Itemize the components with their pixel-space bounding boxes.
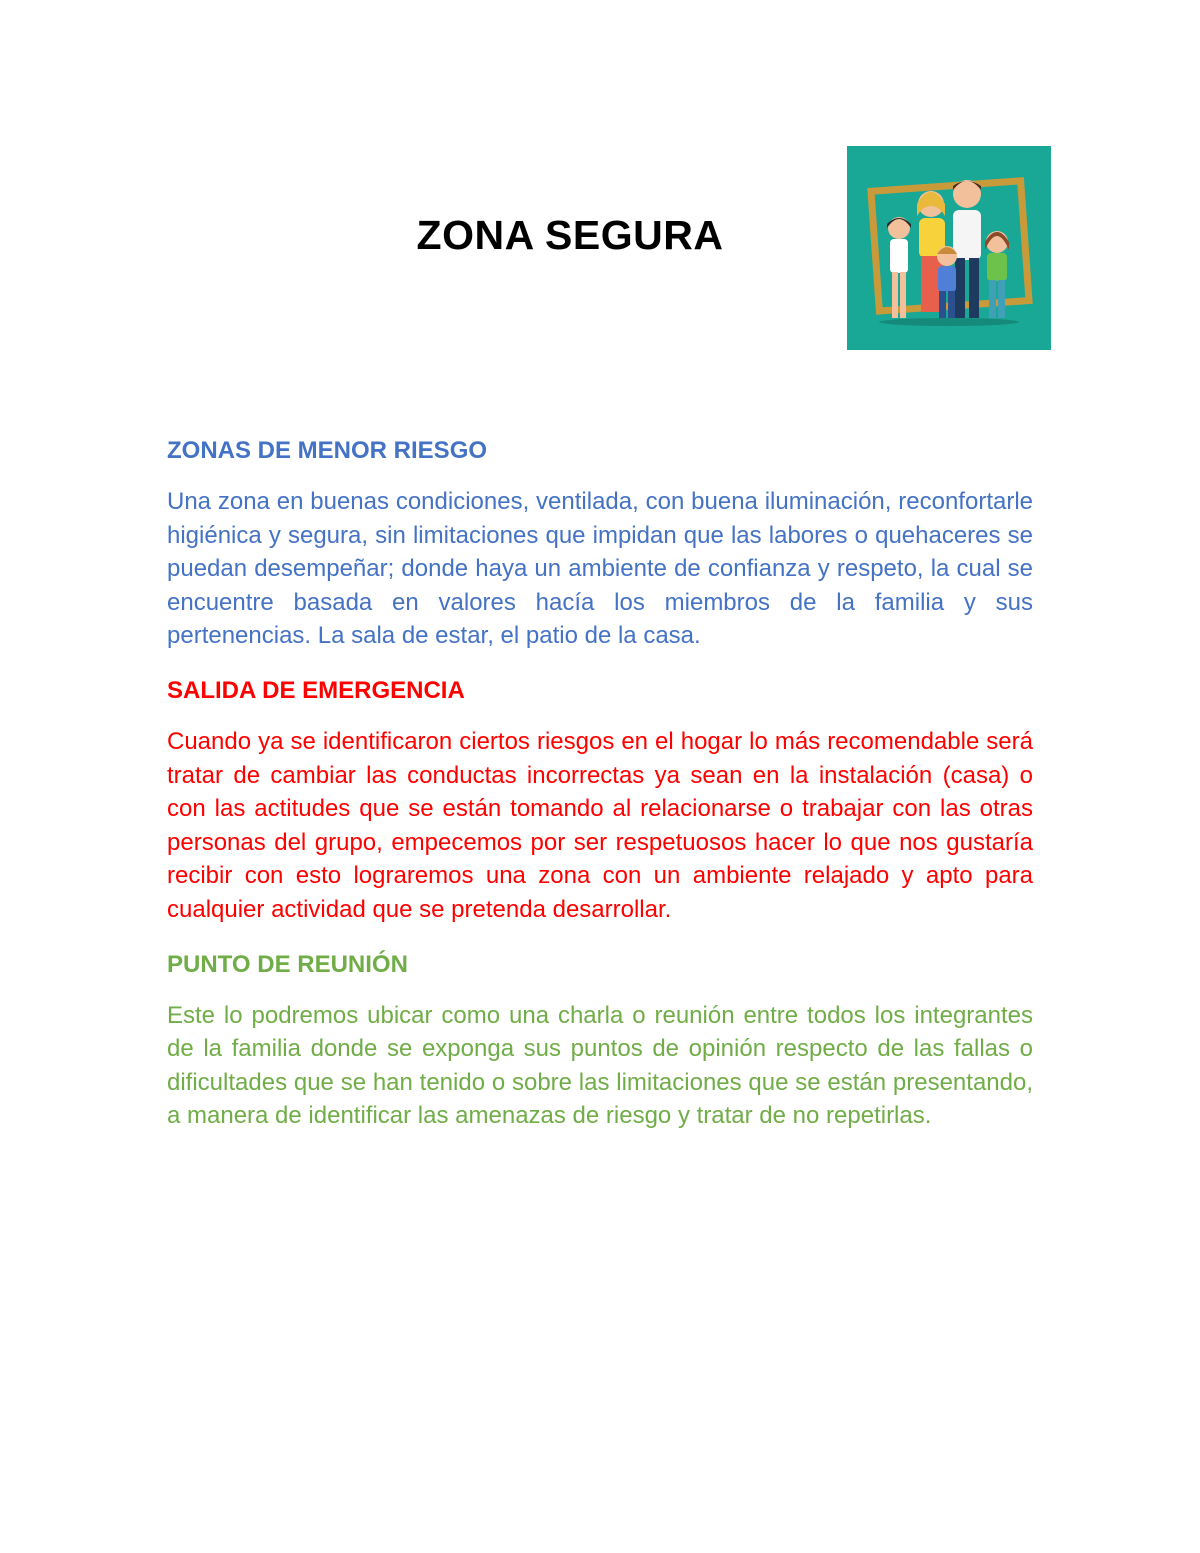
page-title: ZONA SEGURA: [416, 212, 724, 258]
section-body: Este lo podremos ubicar como una charla o reunión entre todos los integrantes de la familia donde se exponga sus puntos de opinión respecto de las fallas o dificultades que se han tenido o sobre las limitaciones que se están presentando, a manera de identificar las amenazas de riesgo y tratar de no repetirlas.: [167, 1001, 1033, 1130]
section-punto-de-reunion: [167, 949, 1033, 1133]
section-heading: PUNTO DE REUNIÓN: [167, 950, 408, 978]
document-content: [167, 435, 1033, 1155]
family-picture-frame-icon: [847, 146, 1051, 350]
section-body: Una zona en buenas condiciones, ventilada, con buena iluminación, reconfortarle higiénica y segura, sin limitaciones que impidan que las labores o quehaceres se puedan desempeñar; donde haya un ambiente de confianza y respeto, la cual se encuentre basada en valores hacía los miembros de la familia y sus pertenencias. La sala de estar, el patio de la casa.: [167, 488, 1033, 650]
section-heading: ZONAS DE MENOR RIESGO: [167, 437, 488, 464]
section-salida-de-emergencia: [167, 675, 1033, 927]
section-body: Cuando ya se identificaron ciertos riesgos en el hogar lo más recomendable será tratar de cambiar las conductas incorrectas ya sean en la instalación (casa) o con las actitudes que se están tomando al relacionarse o trabajar con las otras personas del grupo, empecemos por ser respetuosos hacer lo que nos gustaría recibir con esto lograremos una zona con un ambiente relajado y apto para cualquier actividad que se pretenda desarrollar.: [167, 727, 1033, 923]
section-heading: SALIDA DE EMERGENCIA: [167, 676, 465, 704]
section-zonas-de-menor-riesgo: [167, 435, 1033, 653]
